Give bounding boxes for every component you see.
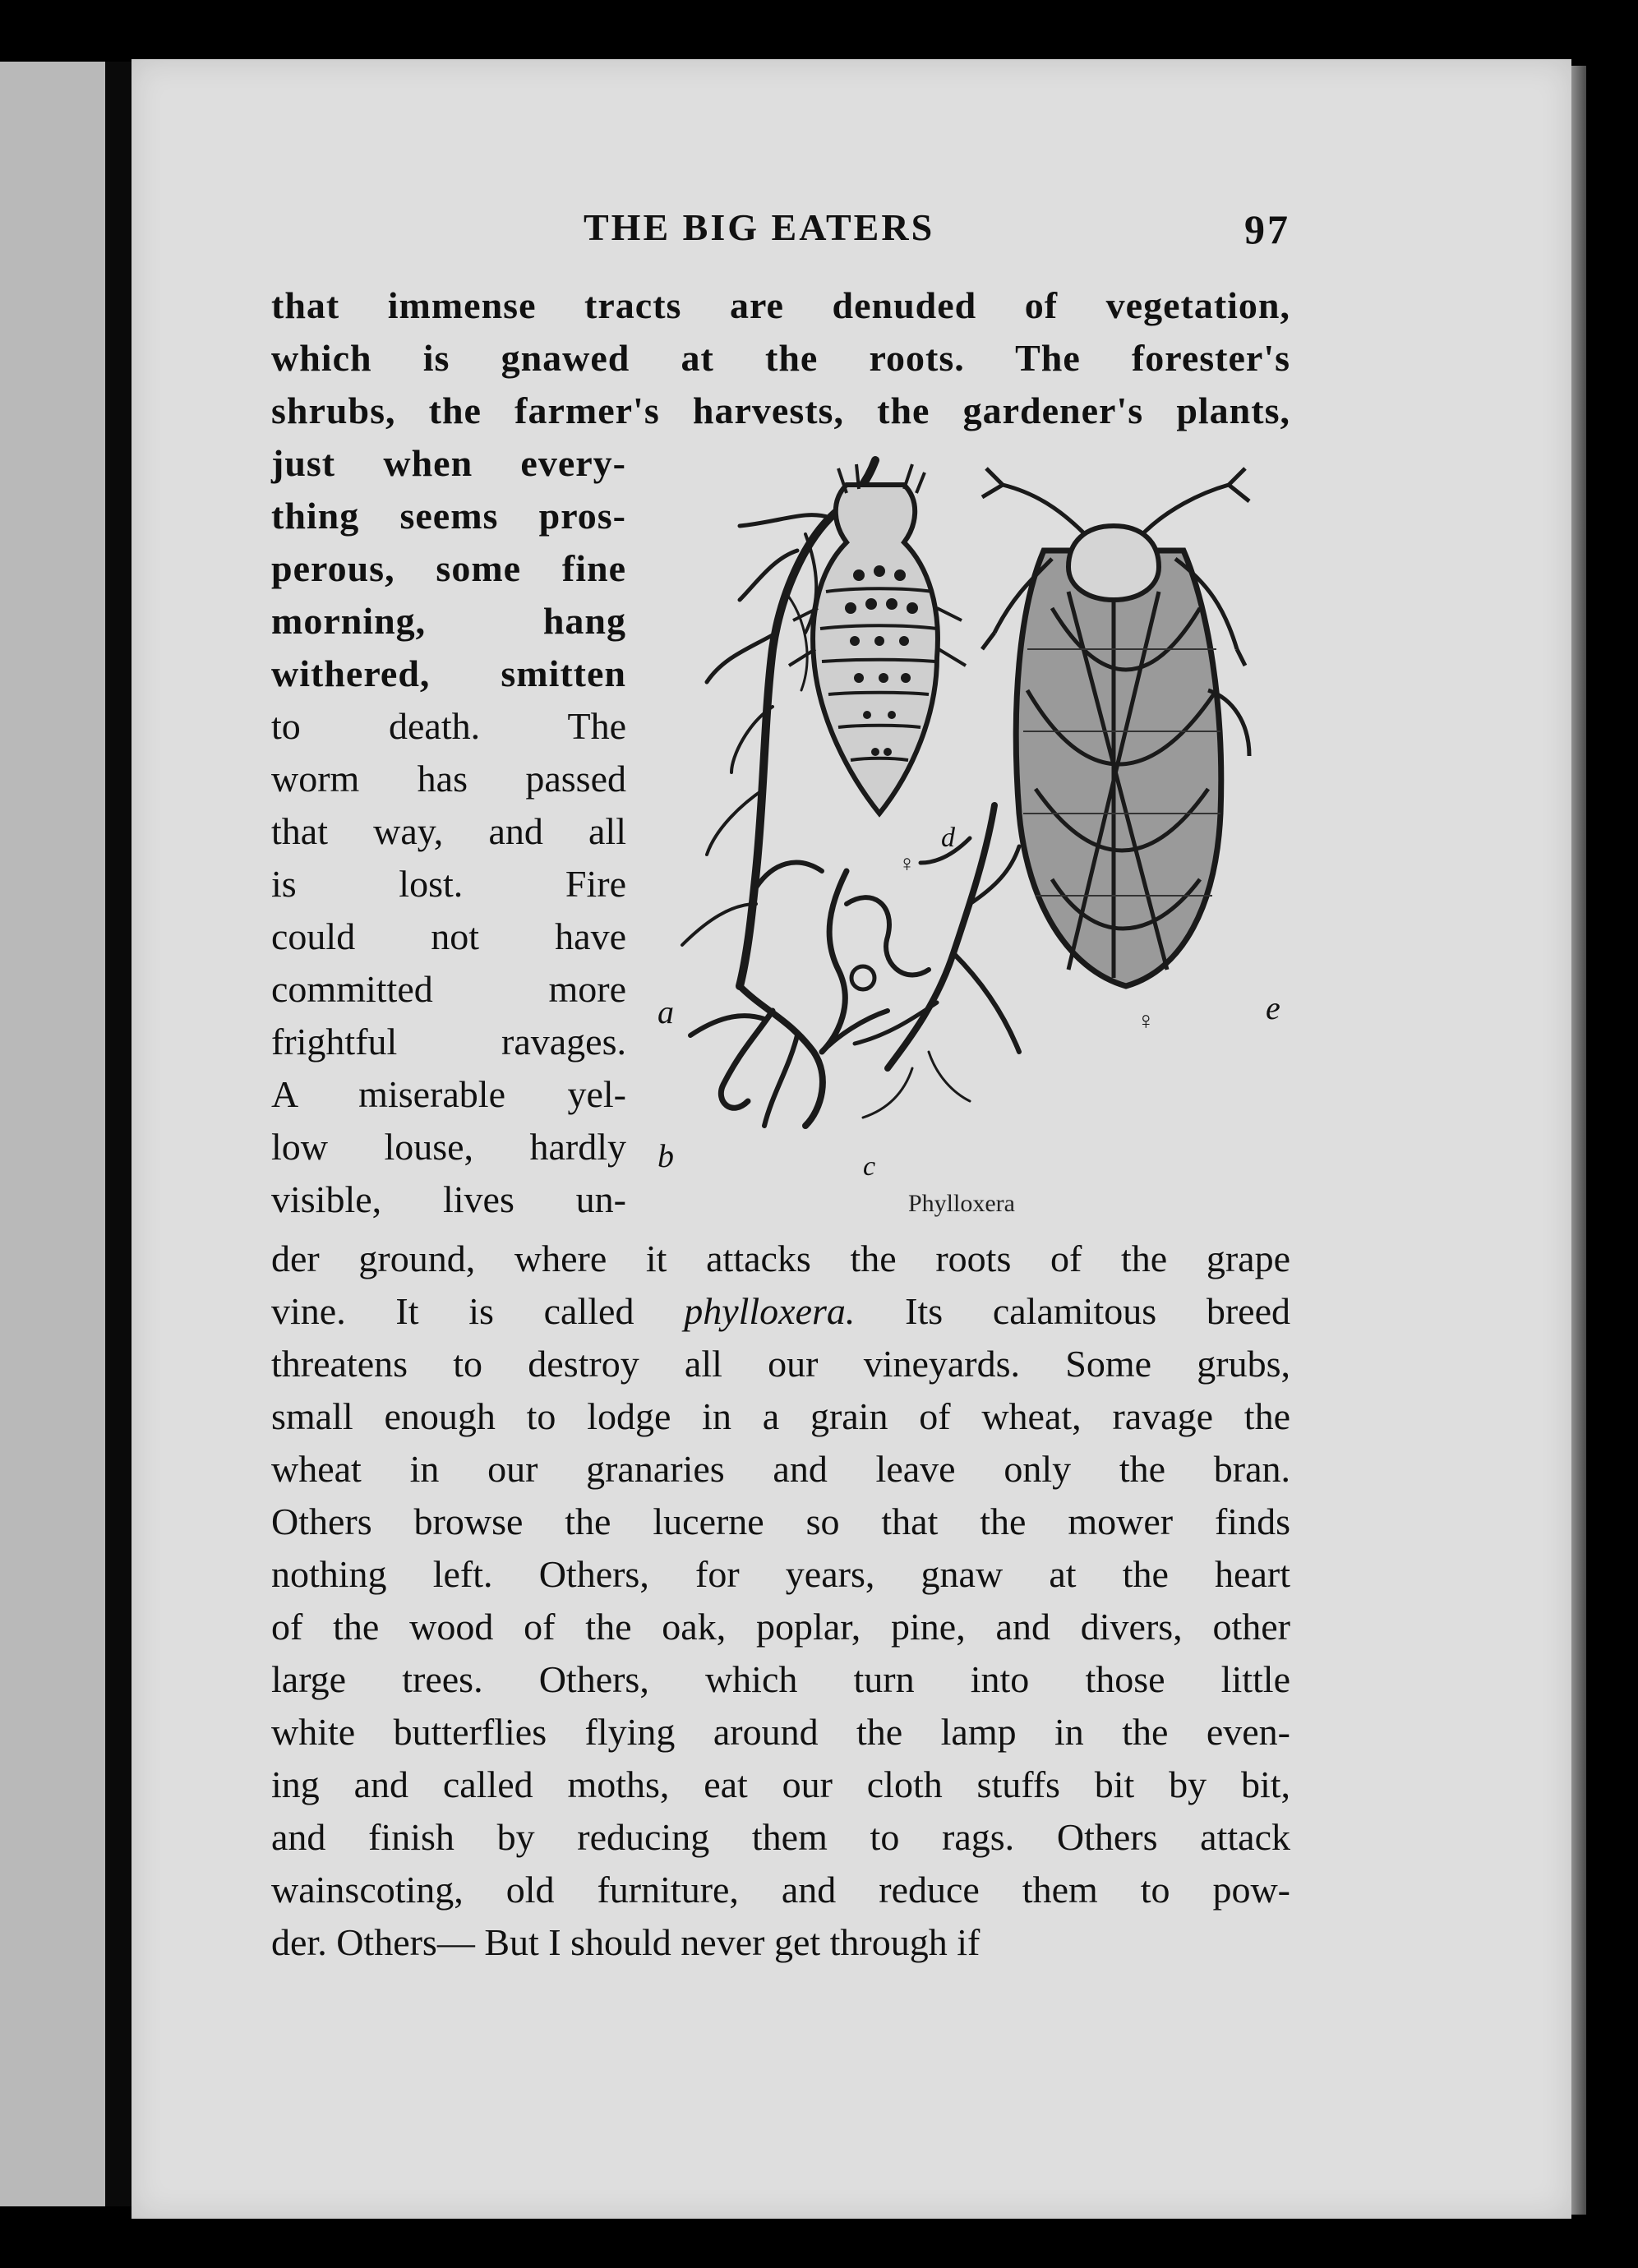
text-line: of the wood of the oak, poplar, pine, and divers, other (271, 1606, 1290, 1648)
text-line: wainscoting, old furniture, and reduce them to pow- (271, 1869, 1290, 1911)
winged-insect-drawing (982, 468, 1249, 986)
text-line: visible, lives un- (271, 1178, 626, 1220)
text-line: low louse, hardly (271, 1126, 626, 1168)
text-line: small enough to lodge in a grain of wheat, ravage the (271, 1395, 1290, 1437)
text-line: nothing left. Others, for years, gnaw at the heart (271, 1553, 1290, 1595)
figure-label-c: c (863, 1151, 876, 1182)
text-line: Others browse the lucerne so that the mower finds (271, 1500, 1290, 1542)
text-line: thing seems pros- (271, 495, 626, 537)
text-line: large trees. Others, which turn into those little (271, 1658, 1290, 1700)
figure-label-a: a (658, 993, 674, 1030)
text-line: is lost. Fire (271, 863, 626, 905)
text-line: which is gnawed at the roots. The forester's (271, 337, 1290, 379)
page-number: 97 (1244, 206, 1290, 252)
text-line: white butterflies flying around the lamp in the even- (271, 1711, 1290, 1753)
text-line: to death. The (271, 705, 626, 747)
text-line: frightful ravages. (271, 1021, 626, 1063)
text-line: morning, hang (271, 600, 626, 642)
italic-term: phylloxera. (684, 1290, 856, 1332)
text-line: A miserable yel- (271, 1073, 626, 1115)
engraving-svg (641, 444, 1299, 1183)
text-line: shrubs, the farmer's harvests, the gardener's plants, (271, 390, 1290, 431)
text-line: committed more (271, 968, 626, 1010)
phylloxera-illustration (641, 444, 1299, 1233)
figure-caption: Phylloxera (908, 1190, 1015, 1217)
previous-page-edge (0, 62, 105, 2206)
text-line: and finish by reducing them to rags. Others attack (271, 1816, 1290, 1858)
text-line: perous, some fine (271, 547, 626, 589)
female-symbol: ♀ (1137, 1007, 1156, 1035)
text-line: vine. It is called phylloxera. Its calamitous breed (271, 1290, 1290, 1332)
running-title: THE BIG EATERS (584, 206, 935, 248)
text-line: withered, smitten (271, 652, 626, 694)
text-line: just when every- (271, 442, 626, 484)
figure-label-e: e (1266, 989, 1280, 1026)
book-gutter (105, 62, 132, 2206)
text-line: threatens to destroy all our vineyards. Some grubs, (271, 1343, 1290, 1385)
text-line: wheat in our granaries and leave only the bran. (271, 1448, 1290, 1490)
text-line: der ground, where it attacks the roots of the grape (271, 1238, 1290, 1279)
running-head (271, 205, 1290, 263)
figure-label-d: d (941, 823, 955, 853)
text-line: ing and called moths, eat our cloth stuffs bit by bit, (271, 1763, 1290, 1805)
figure-label-b: b (658, 1137, 674, 1174)
text-line: that way, and all (271, 810, 626, 852)
female-symbol: ♀ (898, 851, 916, 877)
text-line: could not have (271, 915, 626, 957)
text-line: that immense tracts are denuded of vegetation, (271, 284, 1290, 326)
text-line: der. Others— But I should never get through if (271, 1921, 980, 1963)
text-line: worm has passed (271, 758, 626, 800)
